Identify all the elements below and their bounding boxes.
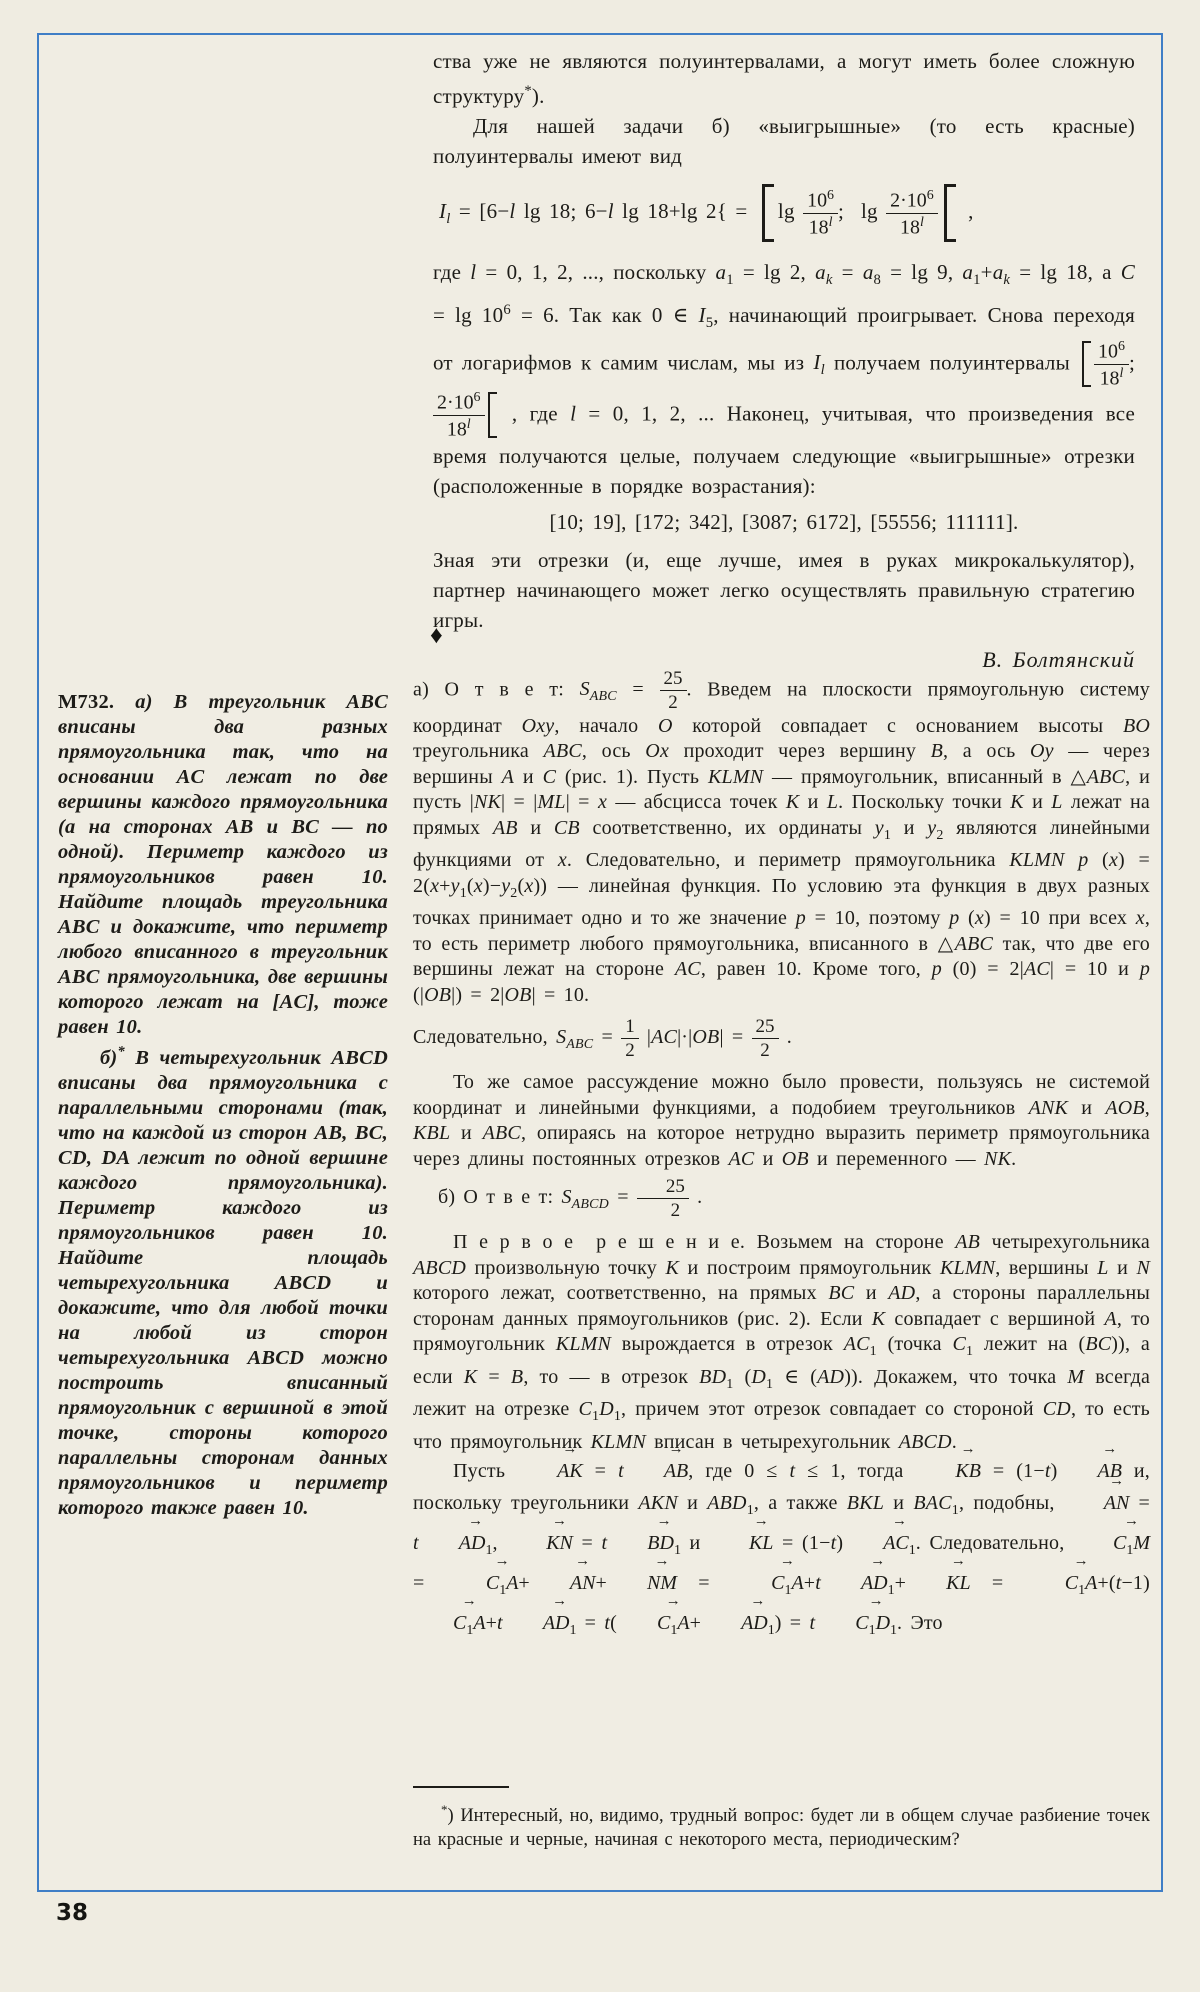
diamond-separator-icon: ♦	[430, 622, 443, 649]
solution-a-alternative: То же самое рассуждение можно было провести, пользуясь не системой координат и линейными функциями, а подобием треугольников ANK и AOB, KBL и ABC, опираясь на которое нетрудно выразить периметр прямоугольника через длины постоянных отрезков AC и OB и переменного — NK.	[413, 1071, 1150, 1170]
paragraph-task-b: Для нашей задачи б) «выигрышные» (то есть красные) полуинтервалы имеют вид	[433, 114, 1135, 168]
winning-segments-line: [10; 19], [172; 342], [3087; 6172], [55556; 111111].	[549, 509, 1019, 534]
article-conclusion	[433, 46, 1135, 675]
solution-b-answer: б) О т в е т: $S_{ABCD}$ = $\frac{25}{2}$ .	[438, 1175, 703, 1221]
solution-b-first: П е р в о е р е ш е н и е. Возьмем на стороне AB четырехугольника ABCD произвольную точку K и построим прямоугольник KLMN, вершины L и N которого лежат, соответственно, на прямых BC и AD, а стороны параллельны сторонам данных прямоугольников (рис. 2). Если K совпадает с вершиной A, то прямоугольник KLMN вырождается в отрезок $AC_1$ (точка $C_1$ лежит на (BC)), а если K = B, то — в отрезок $BD_1$ ($D_1$ ∈ (AD)). Докажем, что точка M всегда лежит на отрезке $C_1D_1$, причем этот отрезок совпадает со стороной CD, то есть что прямоугольник KLMN вписан в четырехугольник ABCD.	[413, 1231, 1151, 1453]
display-formula-intervals: $I_l = [6-l$ lg 18; 6−l lg 18+lg 2{ = lg $\frac{10^6}{18^l}$ ; lg $\frac{2\cdot 10^6}{18^l}$ ,	[439, 183, 1135, 247]
problem-part-a: М732. а) В треугольник ABC вписаны два разных прямоугольника так, что на основании AC лежат по две вершины каждого прямоугольника (а на сторонах AB и BC — по одной). Периметр каждого из прямоугольников равен 10. Найдите площадь треугольника ABC и докажите, что периметр любого вписанного в треугольник ABC прямоугольника, две вершины которого лежат на [AC], тоже равен 10.	[58, 691, 388, 1038]
footnote-rule	[413, 1786, 509, 1788]
author-signature: В. Болтянский	[982, 646, 1135, 672]
paragraph-closing: Зная эти отрезки (и, еще лучше, имея в руках микрокалькулятор), партнер начинающего может легко осуществлять правильную стратегию игры.	[433, 547, 1135, 632]
solution-b-vector-derivation: Пусть → AK = t → AB, где 0 ≤ t ≤ 1, тогда → KB = (1−t) → AB и, поскольку треугольники AKN и $ABD_1$, а также BKL и $BAC_1$, подобны, → AN = $t \to AD_1$, → KN = $t \to BD_1$ и → KL = $(1-t) \to AC_1$. Следовательно, → $C_1M$ = → $C_1A+ \to AN+$ → NM = → $C_1A+t \to AD_1+$ → KL = → $C_1A+(t-1)\to C_1A+t \to AD_1 = t( \to C_1A+ \to AD_1) = t \to C_1D_1$. Это	[413, 1455, 1150, 1647]
footnote-text: *) Интересный, но, видимо, трудный вопрос: будет ли в общем случае разбиение точек на красные и черные, начиная с некоторого места, периодическим?	[413, 1802, 1150, 1851]
solution-m732	[413, 668, 1150, 1647]
paragraph-continuation: ства уже не являются полуинтервалами, а могут иметь более сложную структуру*).	[433, 49, 1135, 108]
solution-a-main: а) О т в е т: $S_{ABC}$ = $\frac{25}{2}$ . Введем на плоскости прямоугольную систему координат Oxy, начало O которой совпадает с основанием высоты BO треугольника ABC, ось Ox проходит через вершину B, а ось Oy — через вершины A и C (рис. 1). Пусть KLMN — прямоугольник, вписанный в △ABC, и пусть |NK| = |ML| = x — абсцисса точек K и L. Поскольку точки K и L лежат на прямых AB и CB соответственно, их ординаты $y_1$ и $y_2$ являются линейными функциями от x. Следовательно, и периметр прямоугольника KLMN p $(x) = 2(x+y_1(x)-y_2(x))$ — линейная функция. По условию эта функция в двух разных точках принимает одно и то же значение p = 10, поэтому p (x) = 10 при всех x, то есть периметр любого прямоугольника, вписанного в △ABC так, что две его вершины лежат на стороне AC, равен 10. Кроме того, p (0) = 2|AC| = 10 и p (|OB|) = 2|OB| = 10.	[413, 668, 1151, 1006]
paragraph-explanation: где l = 0, 1, 2, ..., поскольку $a_1 = \lg 2$, $a_k = a_8 = \lg 9$, $a_1+a_k = \lg 18$, а $C = \lg 10^6 = 6$. Так как 0 ∈ $I_5$, начинающий проигрывает. Снова переходя от логарифмов к самим числам, мы из $I_l$ получаем полуинтервалы $\frac{10^6}{18^l}$ ; $\frac{2\cdot 10^6}{18^l}$ , где l = 0, 1, 2, ... Наконец, учитывая, что произведения все время получаются целые, получаем следующие «выигрышные» отрезки (расположенные в порядке возрастания):	[433, 260, 1136, 498]
page-number: 38	[56, 1900, 89, 1926]
solution-a-area-formula: Следовательно, $S_{ABC}$ = $\frac{1}{2}$ |AC|·|OB| = $\frac{25}{2}$ .	[413, 1015, 792, 1061]
footnote	[413, 1786, 1150, 1852]
problem-m732	[58, 690, 388, 1521]
problem-part-b: б)* В четырехугольник ABCD вписаны два прямоугольника с параллельными сторонами (так, что на каждой из сторон AB, BC, CD, DA лежит по одной вершине каждого прямоугольника). Периметр каждого из прямоугольников равен 10. Найдите площадь четырехугольника ABCD и докажите, что для любой точки на любой из сторон четырехугольника ABCD можно построить вписанный прямоугольник с вершиной в этой точке, стороны которого параллельны сторонам данных прямоугольников и периметр которого также равен 10.	[58, 1044, 388, 1519]
